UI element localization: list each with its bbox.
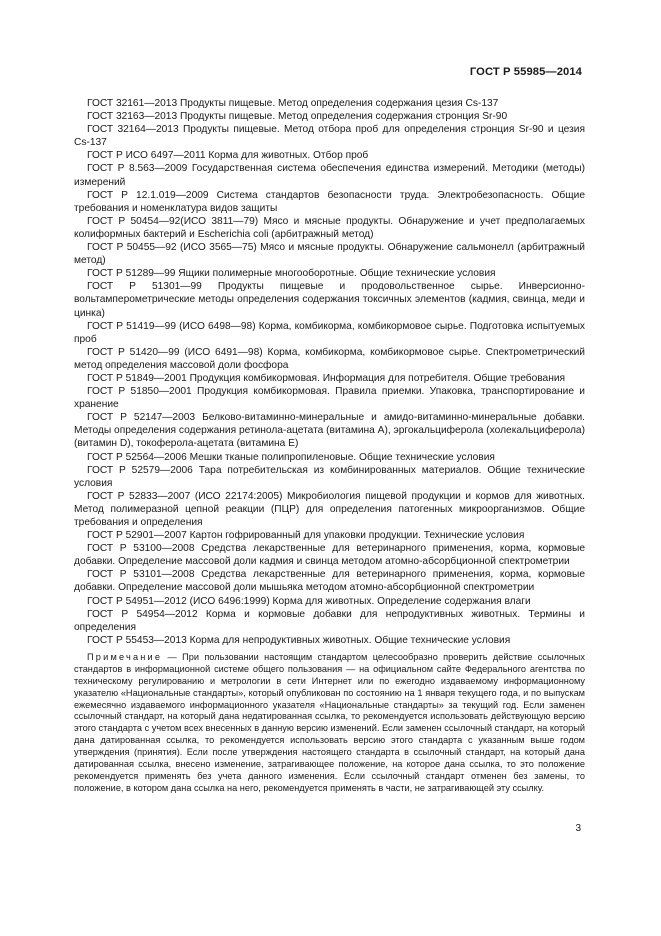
page-number: 3 — [575, 823, 581, 834]
reference-item: ГОСТ Р 52901—2007 Картон гофрированный для упаковки продукции. Технические условия — [87, 530, 525, 542]
reference-item: ГОСТ Р 52833—2007 (ИСО 22174:2005) Микробиология пищевой продукции и кормов для животных. Метод полимеразной цепной реакции (ПЦР) для определения патогенных микроорганизмов. Общие требования и определения — [74, 490, 585, 528]
reference-item: ГОСТ Р 50454—92(ИСО 3811—79) Мясо и мясные продукты. Обнаружение и учет предполагаемых колиформных бактерий и Escherichia coli (арбитражный метод) — [74, 215, 585, 240]
reference-item: ГОСТ Р 52147—2003 Белково-витаминно-минеральные и амидо-витаминно-минеральные добавки. Методы определения содержания ретинола-ацетата (витамина А), эргокальциферола (холекальциферола) (витамин D), токоферола-ацетата (витамина Е) — [74, 412, 585, 450]
reference-item: ГОСТ Р 51850—2001 Продукция комбикормовая. Правила приемки. Упаковка, транспортирование и хранение — [74, 386, 585, 411]
reference-item: ГОСТ 32164—2013 Продукты пищевые. Метод отбора проб для определения стронция Sr-90 и цезия Cs-137 — [74, 124, 585, 149]
reference-item: ГОСТ Р 51419—99 (ИСО 6498—98) Корма, комбикорма, комбикормовое сырье. Подготовка испытуемых проб — [74, 320, 585, 345]
note-text: — При пользовании настоящим стандартом целесообразно проверить действие ссылочных стандартов в информационной системе общего пользования — на официальном сайте Федерального агентства по техническому регулированию и метрологии в сети Интернет или по ежегодно издаваемому информационному указателю «Национальные стандарты», который опубликован по состоянию на 1 января текущего года, и по выпускам ежемесячно издаваемого информационного указателя «Национальные стандарты» за текущий год. Если заменен ссылочный стандарт, на который дана недатированная ссылка, то рекомендуется использовать действующую версию этого стандарта с учетом всех внесенных в данную версию изменений. Если заменен ссылочный стандарт, на который дана датированная ссылка, то рекомендуется использовать версию этого стандарта с указанным выше годом утверждения (принятия). Если после утверждения настоящего стандарта в ссылочный стандарт, на который дана датированная ссылка, внесено изменение, затрагивающее положение, на которое дана ссылка, то это положение рекомендуется применять без учета данного изменения. Если ссылочный стандарт отменен без замены, то положение, в котором дана ссылка на него, рекомендуется применять в части, не затрагивающей эту ссылку. — [74, 651, 585, 793]
note-paragraph — [74, 652, 585, 795]
reference-item: ГОСТ Р 12.1.019—2009 Система стандартов безопасности труда. Электробезопасность. Общие требования и номенклатура видов защиты — [74, 189, 585, 214]
reference-item: ГОСТ Р 51289—99 Ящики полимерные многооборотные. Общие технические условия — [87, 268, 496, 280]
document-header: ГОСТ Р 55985—2014 — [469, 66, 582, 78]
reference-item: ГОСТ Р 51849—2001 Продукция комбикормовая. Информация для потребителя. Общие требования — [87, 372, 566, 384]
reference-item: ГОСТ Р 51420—99 (ИСО 6491—98) Корма, комбикорма, комбикормовое сырье. Спектрометрический метод определения массовой доли фосфора — [74, 346, 585, 371]
reference-item: ГОСТ Р 52579—2006 Тара потребительская из комбинированных материалов. Общие технические условия — [74, 464, 585, 489]
reference-item: ГОСТ 32161—2013 Продукты пищевые. Метод определения содержания цезия Cs-137 — [87, 98, 499, 109]
reference-item: ГОСТ 32163—2013 Продукты пищевые. Метод определения содержания стронция Sr-90 — [87, 111, 508, 123]
reference-item: ГОСТ Р 51301—99 Продукты пищевые и продовольственное сырье. Инверсионно-вольтамперометрические методы определения содержания токсичных элементов (кадмия, свинца, меди и цинка) — [74, 281, 585, 319]
reference-item: ГОСТ Р 8.563—2009 Государственная система обеспечения единства измерений. Методики (методы) измерений — [74, 163, 585, 188]
reference-item: ГОСТ Р 54951—2012 (ИСО 6496:1999) Корма для животных. Определение содержания влаги — [87, 595, 531, 607]
reference-item: ГОСТ Р 53100—2008 Средства лекарственные для ветеринарного применения, корма, кормовые добавки. Определение массовой доли кадмия и свинца методом атомно-абсорбционной спектрометрии — [74, 543, 585, 568]
reference-item: ГОСТ Р 53101—2008 Средства лекарственные для ветеринарного применения, корма, кормовые добавки. Определение массовой доли мышьяка методом атомно-абсорбционной спектрометрии — [74, 569, 585, 594]
reference-item: ГОСТ Р ИСО 6497—2011 Корма для животных. Отбор проб — [87, 150, 369, 162]
note-label: Примечание — [87, 651, 163, 662]
reference-item: ГОСТ Р 52564—2006 Мешки тканые полипропиленовые. Общие технические условия — [87, 451, 495, 463]
reference-item: ГОСТ Р 54954—2012 Корма и кормовые добавки для непродуктивных животных. Термины и определения — [74, 608, 585, 633]
references-list — [74, 97, 585, 795]
reference-item: ГОСТ Р 55453—2013 Корма для непродуктивных животных. Общие технические условия — [87, 634, 511, 646]
reference-item: ГОСТ Р 50455—92 (ИСО 3565—75) Мясо и мясные продукты. Обнаружение сальмонелл (арбитражный метод) — [74, 242, 585, 267]
